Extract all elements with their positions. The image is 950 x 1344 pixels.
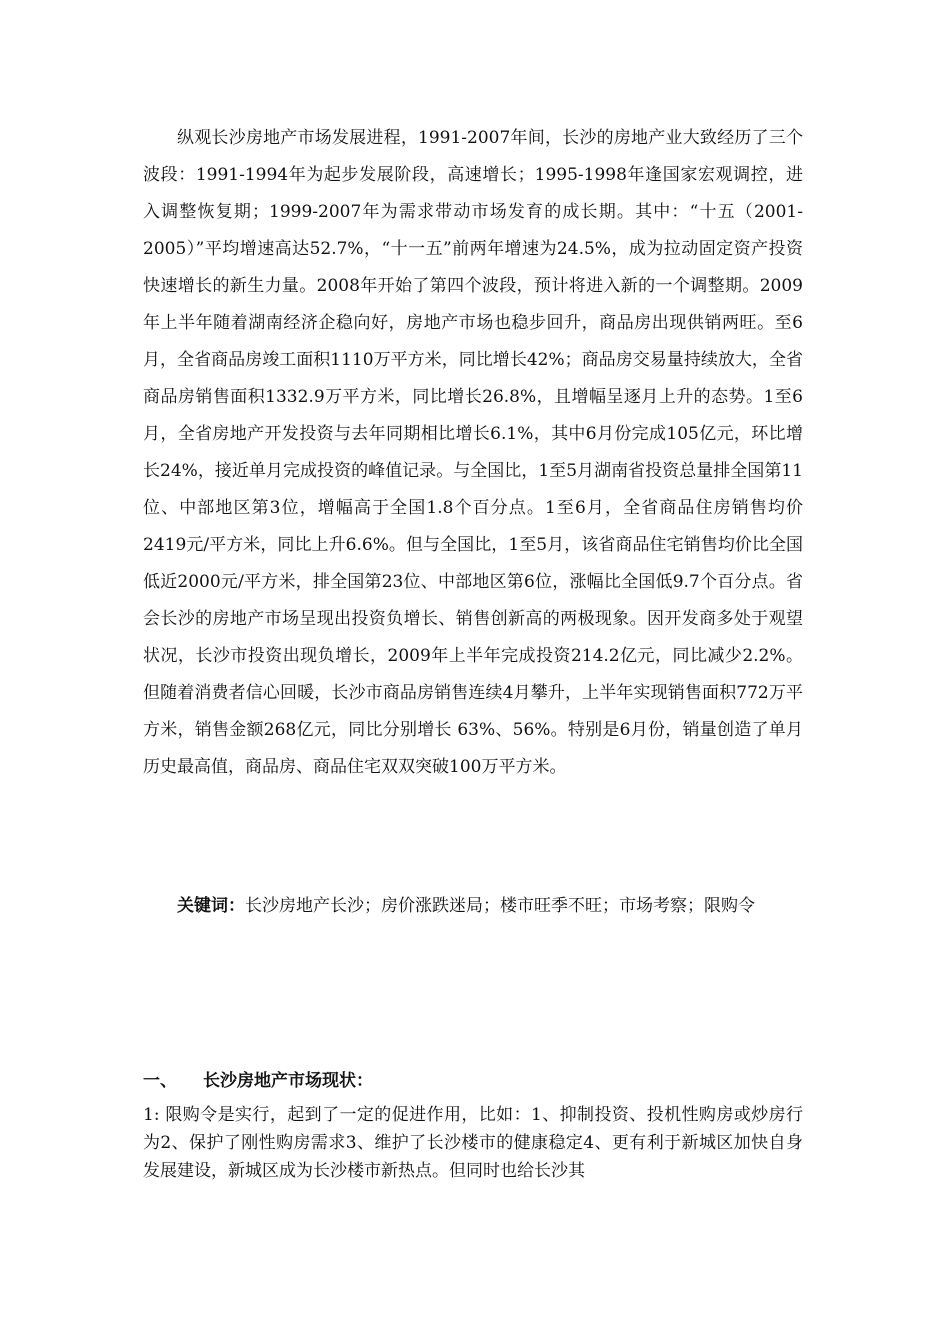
- abstract-paragraph: 纵观长沙房地产市场发展进程，1991-2007年间，长沙的房地产业大致经历了三个波段：1991-1994年为起步发展阶段，高速增长；1995-1998年逢国家宏观调控，进入调整恢复期；1999-2007年为需求带动市场发育的成长期。其中：“十五（2001-2005）”平均增速高达52.7%，“十一五”前两年增速为24.5%，成为拉动固定资产投资快速增长的新生力量。2008年开始了第四个波段，预计将进入新的一个调整期。2009年上半年随着湖南经济企稳向好，房地产市场也稳步回升，商品房出现供销两旺。至6月，全省商品房竣工面积1110万平方米，同比增长42%；商品房交易量持续放大，全省商品房销售面积1332.9万平方米，同比增长26.8%，且增幅呈逐月上升的态势。1至6月，全省房地产开发投资与去年同期相比增长6.1%，其中6月份完成105亿元，环比增长24%，接近单月完成投资的峰值记录。与全国比，1至5月湖南省投资总量排全国第11位、中部地区第3位，增幅高于全国1.8个百分点。1至6月，全省商品住房销售均价2419元/平方米，同比上升6.6%。但与全国比，1至5月，该省商品住宅销售均价比全国低近2000元/平方米，排全国第23位、中部地区第6位，涨幅比全国低9.7个百分点。省会长沙的房地产市场呈现出投资负增长、销售创新高的两极现象。因开发商多处于观望状况，长沙市投资出现负增长，2009年上半年完成投资214.2亿元，同比减少2.2%。但随着消费者信心回暖，长沙市商品房销售连续4月攀升，上半年实现销售面积772万平方米，销售金额268亿元，同比分别增长 63%、56%。特别是6月份，销量创造了单月历史最高值，商品房、商品住宅双双突破100万平方米。: [143, 128, 803, 777]
- keywords-text: 长沙房地产长沙；房价涨跌迷局；楼市旺季不旺；市场考察；限购令: [245, 896, 755, 916]
- section-number: 一、: [143, 1071, 177, 1091]
- keywords-paragraph: [143, 888, 803, 925]
- section-paragraph: 1: 限购令是实行，起到了一定的促进作用，比如：1、抑制投资、投机性购房或炒房行为2、保护了刚性购房需求3、维护了长沙楼市的健康稳定4、更有利于新城区加快自身发展建设，新城区成为长沙楼市新热点。但同时也给长沙其: [143, 1105, 803, 1181]
- section-heading: [143, 1066, 803, 1096]
- section-title: 长沙房地产市场现状：: [203, 1071, 373, 1091]
- keywords-label: 关键词：: [177, 896, 245, 916]
